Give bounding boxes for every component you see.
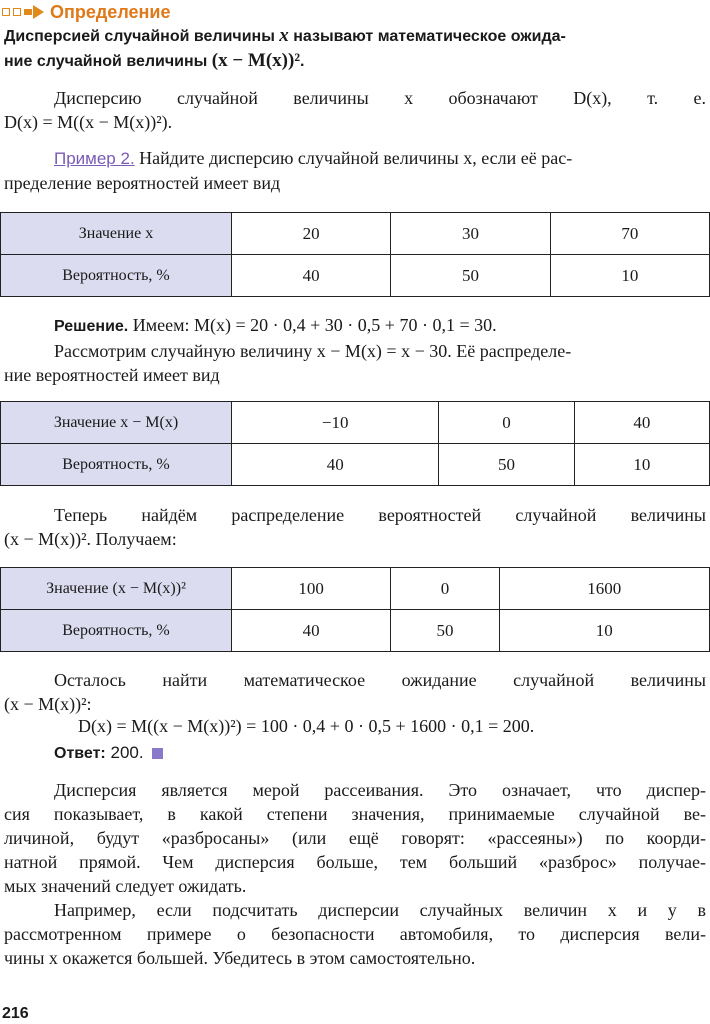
table-label: Вероятность, % xyxy=(1,255,232,297)
discussion-paragraph-2: Например, если подсчитать дисперсии случайных величин x и y в рассмотренном примере о безопасности автомобиля, то дисперсия вели- чины x окажется большей. Убедитесь в этом самостоятельно. xyxy=(4,900,706,968)
table-cell: 10 xyxy=(550,255,709,297)
table-label: Значение (x − M(x))² xyxy=(1,568,232,610)
solution-paragraph: Решение. Имеем: M(x) = 20 · 0,4 + 30 · 0,5 + 70 · 0,1 = 30. Рассмотрим случайную величину x − M(x) = x − 30. Её распределе- ние вероятностей имеет вид xyxy=(4,315,572,385)
table-cell: 40 xyxy=(232,610,391,652)
final-paragraph: Осталось найти математическое ожидание случайной величины (x − M(x))²: xyxy=(4,670,706,714)
table-cell: 70 xyxy=(550,213,709,255)
table-row xyxy=(1,444,710,486)
table-cell: 50 xyxy=(391,610,499,652)
table-cell: 40 xyxy=(232,255,391,297)
table-cell: 0 xyxy=(391,568,499,610)
table-label: Значение x xyxy=(1,213,232,255)
discussion-paragraph-1: Дисперсия является мерой рассеивания. Это означает, что диспер- сия показывает, в какой степени значения, принимаемые случайной ве- личиной, будут «разбросаны» (или ещё говорят: «рассеяны») по коорди- натной прямой. Чем дисперсия больше, тем больший «разброс» получае- мых значений следует ожидать. xyxy=(4,780,706,896)
distribution-table-1 xyxy=(0,212,710,297)
next-paragraph: Теперь найдём распределение вероятностей случайной величины (x − M(x))². Получаем: xyxy=(4,505,706,549)
table-cell: 0 xyxy=(439,402,574,444)
final-formula: D(x) = M((x − M(x))²) = 100 · 0,4 + 0 · 0,5 + 1600 · 0,1 = 200. xyxy=(78,716,535,736)
table-row xyxy=(1,610,710,652)
distribution-table-3 xyxy=(0,567,710,652)
table-cell: 50 xyxy=(439,444,574,486)
table-label: Вероятность, % xyxy=(1,610,232,652)
table-cell: −10 xyxy=(232,402,439,444)
square-icon xyxy=(2,8,10,16)
answer-line xyxy=(54,740,706,766)
page-number: 216 xyxy=(2,1005,29,1022)
arrow-right-icon xyxy=(33,5,44,19)
table-cell: 100 xyxy=(232,568,391,610)
table-label: Значение x − M(x) xyxy=(1,402,232,444)
solution-label: Решение. xyxy=(54,318,129,335)
answer-value: 200. xyxy=(105,743,144,762)
definition-header xyxy=(2,0,170,24)
table-cell: 10 xyxy=(499,610,709,652)
notation-paragraph: Дисперсию случайной величины x обозначают D(x), т. е. D(x) = M((x − M(x))²). xyxy=(4,88,706,132)
answer-label: Ответ: xyxy=(54,745,106,762)
arrow-shaft-icon xyxy=(24,9,32,15)
table-row xyxy=(1,402,710,444)
table-row xyxy=(1,213,710,255)
end-of-solution-icon xyxy=(152,748,163,759)
table-cell: 20 xyxy=(232,213,391,255)
example-paragraph: Пример 2. Найдите дисперсию случайной величины x, если её рас- пределение вероятностей имеет вид xyxy=(4,148,573,193)
table-cell: 30 xyxy=(391,213,550,255)
table-cell: 1600 xyxy=(499,568,709,610)
table-cell: 40 xyxy=(232,444,439,486)
definition-title: Определение xyxy=(50,1,171,22)
table-row xyxy=(1,568,710,610)
distribution-table-2 xyxy=(0,401,710,486)
table-label: Вероятность, % xyxy=(1,444,232,486)
definition-text: Дисперсией случайной величины x называют математическое ожида- ние случайной величины (x − M(x))². xyxy=(4,25,566,71)
square-icon xyxy=(13,8,21,16)
example-label: Пример 2. xyxy=(54,149,135,168)
table-cell: 40 xyxy=(574,402,709,444)
table-cell: 50 xyxy=(391,255,550,297)
table-cell: 10 xyxy=(574,444,709,486)
table-row xyxy=(1,255,710,297)
